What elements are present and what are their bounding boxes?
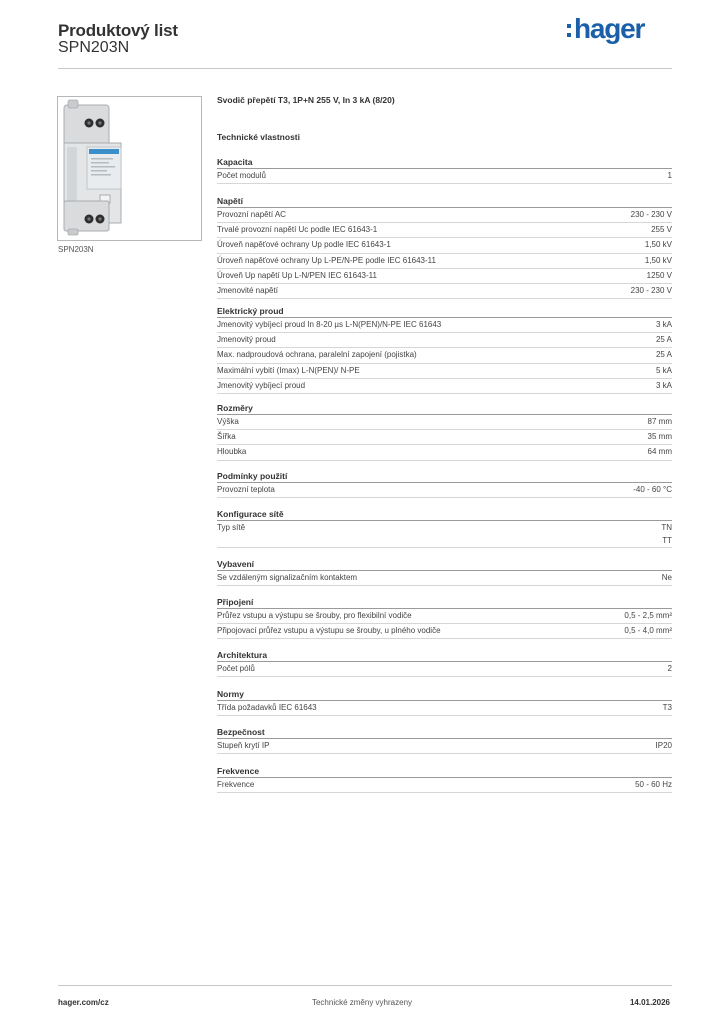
spec-value: IP20 bbox=[655, 741, 672, 750]
spec-label: Frekvence bbox=[217, 780, 255, 789]
group-napeti bbox=[217, 195, 672, 299]
surge-arrester-illustration-icon bbox=[58, 97, 201, 240]
spec-label: Počet modulů bbox=[217, 171, 266, 180]
group-rozmery bbox=[217, 402, 672, 461]
spec-value: 25 A bbox=[655, 335, 672, 345]
spec-value: 1250 V bbox=[646, 270, 672, 280]
spec-row bbox=[217, 571, 672, 586]
group-title: Konfigurace sítě bbox=[217, 508, 672, 521]
spec-label: Šířka bbox=[217, 432, 236, 442]
spec-label: Úroveň napěťové ochrany Up L-PE/N-PE podle IEC 61643-11 bbox=[217, 255, 436, 265]
spec-row bbox=[217, 348, 672, 363]
spec-label: Výška bbox=[217, 417, 239, 426]
group-title: Vybavení bbox=[217, 558, 672, 571]
product-description: Svodič přepětí T3, 1P+N 255 V, In 3 kA (8/20) bbox=[217, 95, 395, 105]
spec-value-line: TT bbox=[662, 535, 672, 545]
footer-website-link[interactable]: hager.com/cz bbox=[58, 998, 109, 1007]
product-image bbox=[57, 96, 202, 241]
spec-row bbox=[217, 318, 672, 333]
spec-label: Připojovací průřez vstupu a výstupu se šrouby, u plného vodiče bbox=[217, 626, 441, 636]
spec-value: 87 mm bbox=[647, 417, 672, 426]
spec-value: 230 - 230 V bbox=[630, 210, 672, 219]
group-title: Podmínky použití bbox=[217, 470, 672, 483]
spec-value: 5 kA bbox=[655, 365, 672, 375]
spec-row bbox=[217, 284, 672, 299]
spec-row bbox=[217, 739, 672, 754]
group-elektricky-proud bbox=[217, 305, 672, 394]
spec-row bbox=[217, 269, 672, 284]
group-normy bbox=[217, 688, 672, 716]
group-pripojeni bbox=[217, 596, 672, 639]
footer-notice: Technické změny vyhrazeny bbox=[311, 998, 413, 1007]
group-podminky-pouziti bbox=[217, 470, 672, 498]
group-title: Napětí bbox=[217, 195, 672, 208]
spec-row bbox=[217, 254, 672, 269]
spec-value: 1,50 kV bbox=[644, 240, 672, 250]
group-architektura bbox=[217, 649, 672, 677]
spec-label: Jmenovitý vybíjecí proud In 8-20 µs L-N(PEN)/N-PE IEC 61643 bbox=[217, 320, 442, 329]
spec-value: 1 bbox=[667, 171, 672, 180]
spec-value: T3 bbox=[662, 703, 672, 712]
spec-row bbox=[217, 778, 672, 793]
spec-label: Max. nadproudová ochrana, paralelní zapojení (pojistka) bbox=[217, 350, 417, 360]
spec-row bbox=[217, 208, 672, 223]
group-konfigurace-site bbox=[217, 508, 672, 548]
spec-label: Úroveň napěťové ochrany Up podle IEC 61643-1 bbox=[217, 240, 391, 250]
spec-label: Trvalé provozní napětí Uc podle IEC 61643-1 bbox=[217, 225, 378, 235]
spec-row bbox=[217, 609, 672, 624]
spec-label: Typ sítě bbox=[217, 523, 246, 532]
group-title: Připojení bbox=[217, 596, 672, 609]
spec-value: 64 mm bbox=[647, 447, 672, 457]
spec-value: 25 A bbox=[655, 350, 672, 360]
spec-label: Jmenovitý proud bbox=[217, 335, 276, 345]
group-title: Frekvence bbox=[217, 765, 672, 778]
spec-label: Počet pólů bbox=[217, 664, 255, 673]
spec-value: 2 bbox=[667, 664, 672, 673]
spec-label: Stupeň krytí IP bbox=[217, 741, 270, 750]
group-vybaveni bbox=[217, 558, 672, 586]
group-title: Kapacita bbox=[217, 156, 672, 169]
spec-row bbox=[217, 364, 672, 379]
spec-label: Úroveň Up napětí Up L-N/PEN IEC 61643-11 bbox=[217, 270, 377, 280]
logo-text: hager bbox=[574, 13, 645, 44]
spec-row bbox=[217, 415, 672, 430]
spec-row bbox=[217, 169, 672, 184]
spec-label: Jmenovité napětí bbox=[217, 285, 278, 295]
spec-label: Maximální vybití (Imax) L-N(PEN)/ N-PE bbox=[217, 365, 360, 375]
section-heading: Technické vlastnosti bbox=[217, 132, 300, 142]
group-frekvence bbox=[217, 765, 672, 793]
logo-dots-icon bbox=[567, 24, 572, 42]
spec-row bbox=[217, 662, 672, 677]
spec-value: 255 V bbox=[651, 225, 672, 235]
spec-label: Průřez vstupu a výstupu se šrouby, pro flexibilní vodiče bbox=[217, 611, 412, 620]
spec-row bbox=[217, 379, 672, 394]
spec-label: Provozní teplota bbox=[217, 485, 275, 494]
spec-value: Ne bbox=[661, 573, 672, 582]
spec-value bbox=[661, 521, 672, 547]
spec-value: 0,5 - 2,5 mm² bbox=[624, 611, 672, 620]
page-title: Produktový list bbox=[58, 21, 178, 40]
spec-row bbox=[217, 701, 672, 716]
footer-divider bbox=[58, 985, 672, 986]
spec-row bbox=[217, 430, 672, 445]
spec-value: 230 - 230 V bbox=[630, 285, 672, 295]
spec-value: -40 - 60 °C bbox=[633, 485, 672, 494]
spec-label: Třída požadavků IEC 61643 bbox=[217, 703, 317, 712]
spec-value: 3 kA bbox=[655, 320, 672, 329]
spec-label: Hloubka bbox=[217, 447, 247, 457]
spec-row bbox=[217, 483, 672, 498]
group-title: Elektrický proud bbox=[217, 305, 672, 318]
spec-row bbox=[217, 238, 672, 253]
group-bezpecnost bbox=[217, 726, 672, 754]
hager-logo[interactable] bbox=[567, 15, 667, 47]
spec-row bbox=[217, 445, 672, 460]
spec-label: Provozní napětí AC bbox=[217, 210, 286, 219]
group-title: Normy bbox=[217, 688, 672, 701]
spec-value: 35 mm bbox=[647, 432, 672, 442]
spec-value: 3 kA bbox=[655, 380, 672, 390]
spec-value: 1,50 kV bbox=[644, 255, 672, 265]
spec-row bbox=[217, 521, 672, 548]
group-title: Bezpečnost bbox=[217, 726, 672, 739]
product-code: SPN203N bbox=[58, 39, 130, 56]
spec-row bbox=[217, 333, 672, 348]
spec-label: Jmenovitý vybíjecí proud bbox=[217, 380, 306, 390]
header-divider bbox=[58, 68, 672, 69]
image-caption: SPN203N bbox=[58, 245, 94, 254]
spec-label: Se vzdáleným signalizačním kontaktem bbox=[217, 573, 358, 582]
spec-value: 0,5 - 4,0 mm² bbox=[624, 626, 672, 636]
footer-date: 14.01.2026 bbox=[629, 998, 670, 1007]
group-title: Architektura bbox=[217, 649, 672, 662]
group-title: Rozměry bbox=[217, 402, 672, 415]
spec-row bbox=[217, 624, 672, 639]
spec-row bbox=[217, 223, 672, 238]
spec-value-line: TN bbox=[661, 523, 672, 532]
group-kapacita bbox=[217, 156, 672, 184]
spec-value: 50 - 60 Hz bbox=[635, 780, 672, 789]
